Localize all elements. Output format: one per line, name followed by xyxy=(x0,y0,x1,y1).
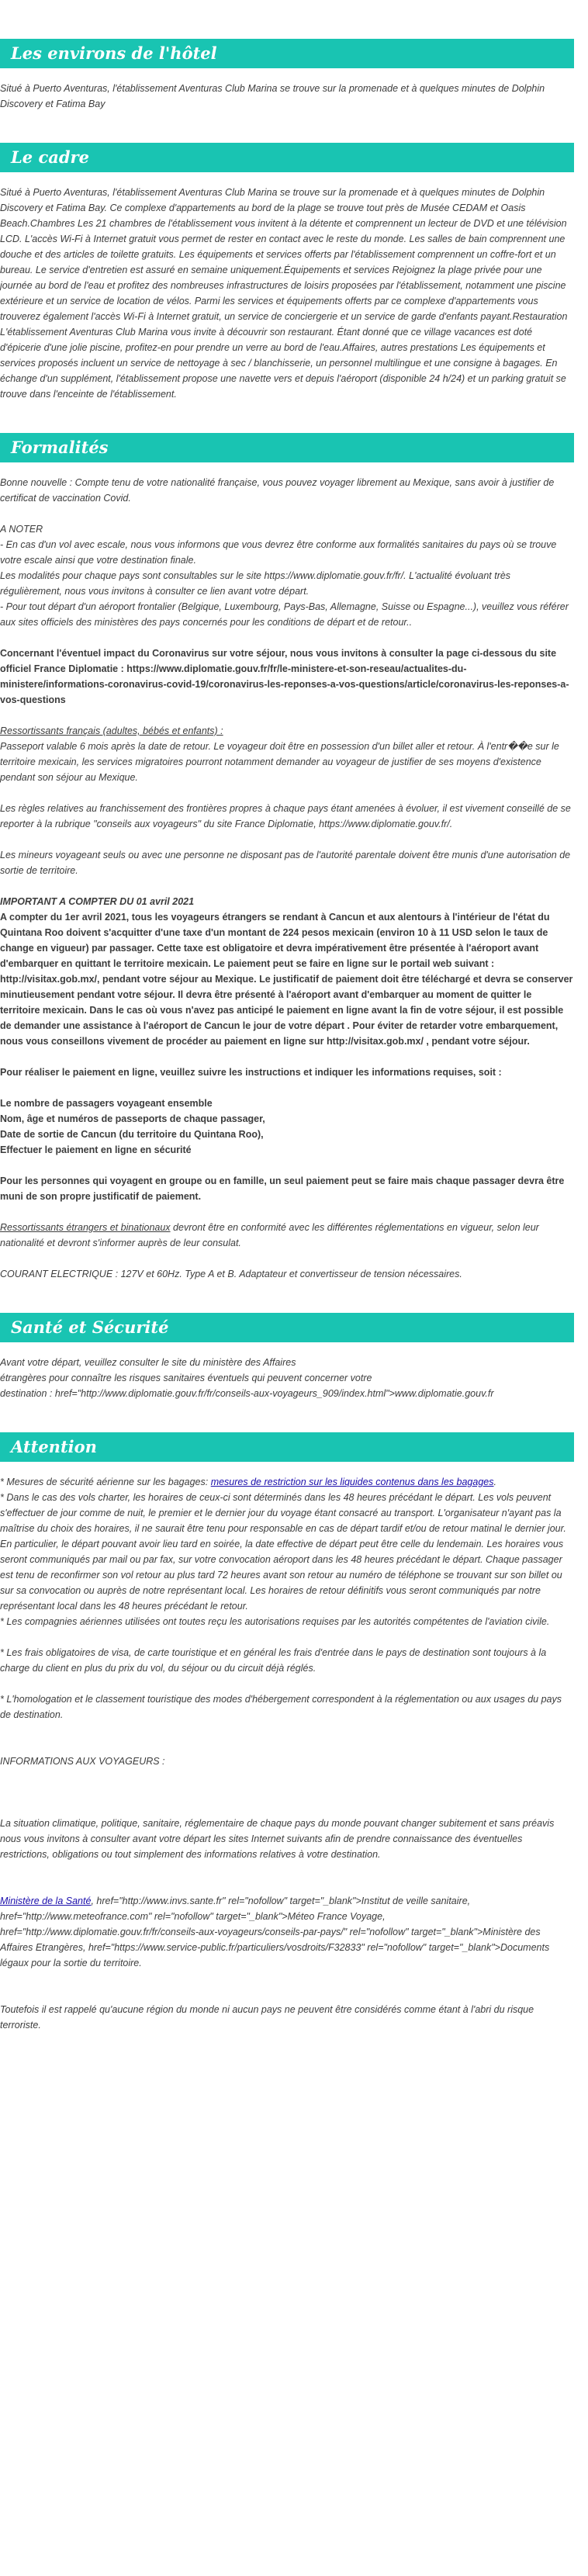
homologation-text: * L'homologation et le classement touristique des modes d'hébergement correspondent à la réglementation ou aux usages du pays de destination. xyxy=(0,1694,562,1720)
sante-content xyxy=(0,1355,574,1401)
section-header-cadre: Le cadre xyxy=(0,143,574,172)
important-title: IMPORTANT A COMPTER DU 01 avril 2021 xyxy=(0,896,195,907)
covid-notice: Concernant l'éventuel impact du Coronavirus sur votre séjour, nous vous invitons à consulter la page ci-dessous du site officiel France Diplomatie : https://www.diplomatie.gouv.fr/fr/le-ministere-et-son-reseau/actualites-du-ministere/informations-coronavirus-covid-19/coronavirus-les-reponses-a-vos-questions/article/coronavirus-les-reponses-a-vos-questions xyxy=(0,648,569,705)
mesures-suffix: . xyxy=(493,1477,496,1487)
environs-paragraph: Situé à Puerto Aventuras, l'établissement Aventuras Club Marina se trouve sur la promenade et à quelques minutes de Dolphin Discovery et Fatima Bay xyxy=(0,83,545,109)
cadre-paragraph: Situé à Puerto Aventuras, l'établissement Aventuras Club Marina se trouve sur la promenade et à quelques minutes de Dolphin Discovery et Fatima Bay. Ce complexe d'appartements au bord de la plage se trouve tout près de Musée CEDAM et Oasis Beach.Chambres Les 21 chambres de l'établissement vous invitent à la détente et comprennent un lecteur de DVD et une télévision LCD. L'accès Wi-Fi à Internet gratuit vous permet de rester en contact avec le reste du monde. Les salles de bain comprennent une douche et des articles de toilette gratuits. Les équipements et services offerts par l'établissement comprennent un coffre-fort et un bureau. Le service d'entretien est assuré en semaine uniquement.Équipements et services Rejoignez la plage privée pour une journée au bord de l'eau et profitez des nombreuses infrastructures de loisirs proposées par l'établissement, notamment une piscine extérieure et un service de location de vélos. Parmi les services et équipements offerts par ce complexe d'appartements vous trouverez également l'accès Wi-Fi à Internet gratuit, un service de conciergerie et un service de garde d'enfants payant.Restauration L'établissement Aventuras Club Marina vous invite à découvrir son restaurant. Étant donné que ce village vacances est doté d'épicerie d'une jolie piscine, profitez-en pour prendre un verre au bord de l'eau.Affaires, autres prestations Les équipements et services proposés incluent un service de nettoyage à sec / blanchisserie, un personnel multilingue et une consigne à bagages. En échange d'un supplément, l'établissement propose une navette vers et depuis l'aéroport (disponible 24 h/24) et un parking gratuit se trouve dans l'enceinte de l'établissement. xyxy=(0,187,568,400)
formalites-intro: Bonne nouvelle : Compte tenu de votre nationalité française, vous pouvez voyager librement au Mexique, sans avoir à justifier de certificat de vaccination Covid. xyxy=(0,477,555,504)
mesures-restriction-link[interactable]: mesures de restriction sur les liquides contenus dans les bagages xyxy=(210,1477,494,1487)
ministere-rest: , href="http://www.invs.sante.fr" rel="nofollow" target="_blank">Institut de veille sanitaire, href="http://www.meteofrance.com" rel="nofollow" target="_blank">Méteo France Voyage, href="http://www.diplomatie.gouv.fr/fr/conseils-aux-voyageurs/conseils-par-pays/" rel="nofollow" target="_blank">Ministère des Affaires Etrangères, href="https://www.service-public.fr/particuliers/vosdroits/F32833" rel="nofollow" target="_blank">Documents légaux pour la sortie du territoire. xyxy=(0,1896,550,1968)
important-text: A compter du 1er avril 2021, tous les voyageurs étrangers se rendant à Cancun et aux alentours à l'intérieur de l'état du Quintana Roo doivent s'acquitter d'une taxe d'un montant de 224 pesos mexicain (environ 10 à 11 USD selon le taux de change en vigueur) par passager. Cette taxe est obligatoire et devra impérativement être présentée à l'aéroport avant d'embarquer en quittant le territoire mexicain. Le paiement peut se faire en ligne sur le portail web suivant : http://visitax.gob.mx/, pendant votre séjour au Mexique. Le justificatif de paiement doit être téléchargé et devra se conserver minutieusement pendant votre séjour. Il devra être présenté à l'aéroport avant d'embarquer au moment de quitter le territoire mexicain. Dans le cas où vous n'avez pas anticipé le paiement en ligne avant la fin de votre séjour, il est possible de demander une assistance à l'aéroport de Cancun le jour de votre départ . Pour éviter de retarder votre embarquement, nous vous conseillons vivement de procéder au paiement en ligne sur http://visitax.gob.mx/ , pendant votre séjour. xyxy=(0,912,573,1047)
requirement-item: Effectuer le paiement en ligne en sécurité xyxy=(0,1144,192,1155)
paiement-instructions: Pour réaliser le paiement en ligne, veuillez suivre les instructions et indiquer les informations requises, soit : xyxy=(0,1067,502,1078)
ressortissants-label: Ressortissants français (adultes, bébés et enfants) : xyxy=(0,725,223,736)
section-header-formalites: Formalités xyxy=(0,433,574,462)
page xyxy=(0,39,574,2033)
mesures-prefix: * Mesures de sécurité aérienne sur les bagages: xyxy=(0,1477,211,1487)
etrangers-text: devront être en conformité avec les différentes réglementations en vigueur, selon leur nationalité et devront s'informer auprès de leur consulat. xyxy=(0,1222,539,1248)
section-header-sante: Santé et Sécurité xyxy=(0,1313,574,1342)
ressortissants-text: Passeport valable 6 mois après la date de retour. Le voyageur doit être en possession d'un billet aller et retour. À l'entr��e sur le territoire mexicain, les services migratoires pourront notamment demander au voyageur de justifier de ses moyens d'existence pendant son séjour au Mexique. xyxy=(0,741,559,783)
section-header-environs: Les environs de l'hôtel xyxy=(0,39,574,68)
sante-line: étrangères pour connaître les risques sanitaires éventuels qui peuvent concerner votre xyxy=(0,1373,372,1383)
section-header-attention: Attention xyxy=(0,1432,574,1462)
mineurs-text: Les mineurs voyageant seuls ou avec une personne ne disposant pas de l'autorité parentale doivent être munis d'une autorisation de sortie de territoire. xyxy=(0,850,571,876)
formalites-content xyxy=(0,475,574,1282)
sante-line: Avant votre départ, veuillez consulter le site du ministère des Affaires xyxy=(0,1357,296,1368)
ministere-sante-link[interactable]: Ministère de la Santé xyxy=(0,1896,92,1906)
attention-content xyxy=(0,1474,574,2033)
requirement-item: Date de sortie de Cancun (du territoire du Quintana Roo), xyxy=(0,1129,264,1140)
situation-text: nous vous invitons à consulter avant votre départ les sites Internet suivants afin de prendre connaissance des éventuelles restrictions, obligations ou tout simplement des informations relatives à votre destination. xyxy=(0,1833,523,1860)
courant-electrique: COURANT ELECTRIQUE : 127V et 60Hz. Type A et B. Adaptateur et convertisseur de tension nécessaires. xyxy=(0,1269,462,1279)
requirement-item: Nom, âge et numéros de passeports de chaque passager, xyxy=(0,1113,265,1124)
note-title: A NOTER xyxy=(0,524,43,535)
mesures-securite xyxy=(0,1474,574,1490)
etrangers-label: Ressortissants étrangers et binationaux xyxy=(0,1222,171,1233)
infos-voyageurs-title: INFORMATIONS AUX VOYAGEURS : xyxy=(0,1756,165,1767)
frais-text: * Les frais obligatoires de visa, de carte touristique et en général les frais d'entrée dans le pays de destination sont toujours à la charge du client en plus du prix du vol, du séjour ou du circuit déjà réglés. xyxy=(0,1647,547,1674)
requirement-item: Le nombre de passagers voyageant ensemble xyxy=(0,1098,213,1109)
sante-line: destination : href="http://www.diplomatie.gouv.fr/fr/conseils-aux-voyageurs_909/index.html">www.diplomatie.gouv.fr xyxy=(0,1388,494,1399)
note-aeroport-frontalier: - Pour tout départ d'un aéroport frontalier (Belgique, Luxembourg, Pays-Bas, Allemagne, Suisse ou Espagne...), veuillez vous référer aux sites officiels des ministères des pays concernés pour les conditions de départ et de retour.. xyxy=(0,601,569,628)
regles-frontieres: Les règles relatives au franchissement des frontières propres à chaque pays étant amenées à évoluer, il est vivement conseillé de se reporter à la rubrique "conseils aux voyageurs" du site France Diplomatie, https://www.diplomatie.gouv.fr/. xyxy=(0,803,571,829)
ministere-paragraph xyxy=(0,1893,574,1971)
etrangers-paragraph xyxy=(0,1220,574,1251)
terrorisme-text: Toutefois il est rappelé qu'aucune région du monde ni aucun pays ne peuvent être considérés comme étant à l'abri du risque terroriste. xyxy=(0,2004,534,2031)
compagnies-text: * Les compagnies aériennes utilisées ont toutes reçu les autorisations requises par les autorités compétentes de l'aviation civile. xyxy=(0,1616,550,1627)
horaires-text: * Dans le cas des vols charter, les horaires de ceux-ci sont déterminés dans les 48 heures précédant le départ. Les vols peuvent s'effectuer de jour comme de nuit, le premier et le dernier jour du voyage étant consacré au transport. L'organisateur n'ayant pas la maîtrise du choix des horaires, il ne saurait être tenu pour responsable en cas de départ tardif et/ou de retour matinal le dernier jour. En particulier, le départ pouvant avoir lieu tard en soirée, la date effective de départ peut être celle du lendemain. Les horaires vous seront communiqués par mail ou par fax, sur votre convocation aéroport dans les 48 heures précédant le départ. Chaque passager est tenu de reconfirmer son vol retour au plus tard 72 heures avant son retour au numéro de téléphone se trouvant sur son billet ou sur sa convocation ou auprès de notre représentant local. Les horaires de retour définitifs vous seront communiqués par notre représentant local dans les 48 heures précédant le retour. xyxy=(0,1492,566,1612)
note-escale: - En cas d'un vol avec escale, nous vous informons que vous devrez être conforme aux formalités sanitaires du pays où se trouve votre escale ainsi que votre destination finale. xyxy=(0,539,557,566)
cadre-text xyxy=(0,185,574,402)
groupe-paiement: Pour les personnes qui voyagent en groupe ou en famille, un seul paiement peut se faire mais chaque passager devra être muni de son propre justificatif de paiement. xyxy=(0,1175,565,1202)
note-modalites: Les modalités pour chaque pays sont consultables sur le site https://www.diplomatie.gouv.fr/fr/. L'actualité évoluant très régulièrement, nous vous invitons à consulter ce lien avant votre départ. xyxy=(0,570,511,597)
environs-text xyxy=(0,81,574,112)
situation-text: La situation climatique, politique, sanitaire, réglementaire de chaque pays du monde pouvant changer subitement et sans préavis xyxy=(0,1818,555,1829)
